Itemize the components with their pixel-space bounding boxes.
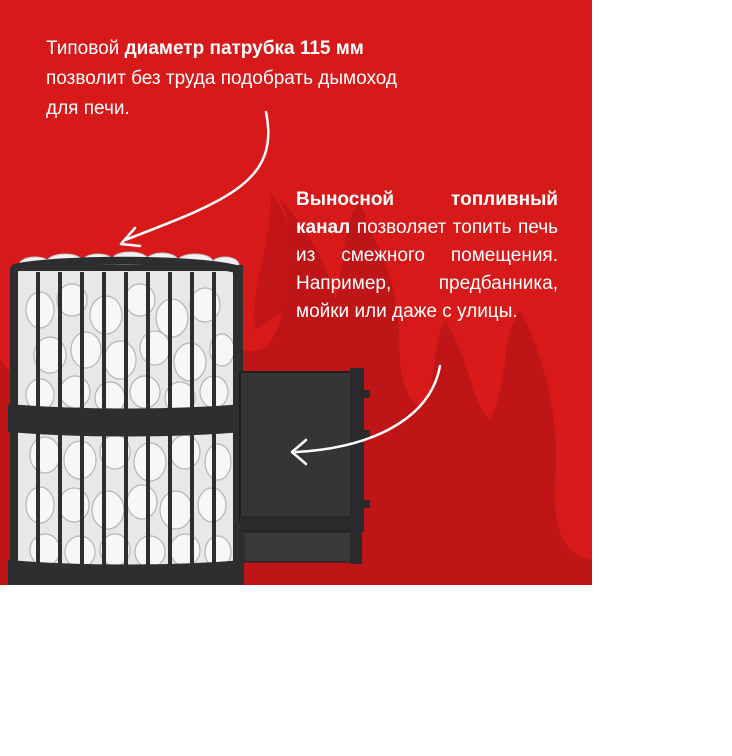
fuel-channel-callout (296, 186, 558, 326)
fuel-channel-callout-bold: Выносной топливный канал (296, 189, 558, 238)
fuel-channel (240, 368, 370, 564)
arrow-to-chimney (121, 112, 268, 246)
chimney-callout-line3: для печи. (46, 98, 130, 119)
chimney-callout-line2: позволит без труда подобрать дымоход (46, 68, 397, 89)
fuel-channel-callout-text: позволяет топить печь из смежного помещения. Например, предбанника, мойки или даже с улицы. (296, 217, 558, 322)
chimney-callout (46, 34, 516, 124)
chimney-callout-lead: Типовой (46, 38, 125, 59)
chimney-callout-bold: диаметр патрубка 115 мм (124, 38, 364, 59)
